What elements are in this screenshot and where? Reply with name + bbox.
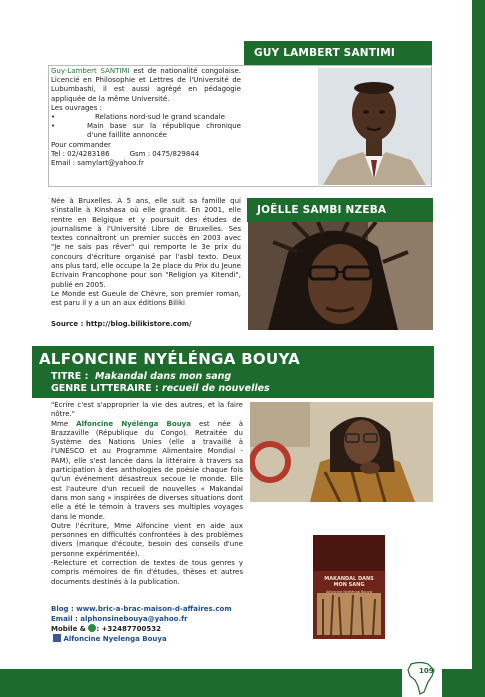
author-name: Guy-Lambert SANTIMI (51, 67, 130, 75)
blog-link[interactable]: Blog : www.bric-a-brac-maison-d-affaires.com (51, 605, 232, 613)
page-number: 109 (419, 667, 434, 675)
author-bio-sambi: Née à Bruxelles. A 5 ans, elle suit sa famille qui s'installe à Kinshasa où elle grandit. En 2001, elle rentre en Belgique et y poursuit des études de journalisme à l'Université Libre de Bruxelles. Ses textes connaîtront un premier succès en 2003 avec "Je ne sais pas rêver" qui remporte le 3e prix du concours d'écriture organisé par l'asbl texto. Deux ans plus tard, elle occupe la 2e place du Prix du Jeune Ecrivain Francophone pour son "Religion ya Kitendi", publié en 2005. Le Monde est Gueule de Chèvre, son premier roman, est paru il y a un an aux éditions Biliki (51, 197, 241, 308)
portrait-photo-santimi (318, 68, 431, 185)
portrait-photo-bouya (250, 402, 433, 502)
portrait-photo-sambi (248, 222, 433, 330)
author-banner-santimi: GUY LAMBERT SANTIMI (244, 41, 432, 65)
book-title-line: TITRE : Makandal dans mon sang (51, 371, 232, 382)
source-link: Source : http://blog.bilikistore.com/ (51, 320, 192, 328)
facebook-line[interactable]: Alfoncine Nyelenga Bouya (51, 634, 232, 644)
author-bio-santimi: Guy-Lambert SANTIMI est de nationalité congolaise. Licencié en Philosophie et Lettres de l'Université de Lubumbashi, il est aussi agrégé en pédagogie appliquée de la même Université. Les ouvrages : • Relations nord-sud le grand scandale • Main base sur la république chronique d'une faillite annoncée Pour commander Tel : 02/4283186 Gsm : 0475/829844 Email : samylart@yahoo.fr (51, 67, 241, 168)
facebook-icon (53, 634, 61, 642)
author-name: Alfoncine Nyélénga Bouya (76, 419, 191, 428)
email-link[interactable]: Email : alphonsinebouya@yahoo.fr (51, 615, 188, 623)
list-item: • Relations nord-sud le grand scandale (51, 113, 225, 122)
author-header-bouya (32, 346, 434, 398)
book-cover-title: MAKANDAL DANS MON SANG (324, 576, 374, 588)
contact-block (51, 604, 232, 644)
author-banner-sambi: JOËLLE SAMBI NZEBA (247, 198, 433, 222)
genre-line: GENRE LITTERAIRE : recueil de nouvelles (51, 383, 270, 394)
africa-icon (402, 660, 442, 697)
page-edge-bar (472, 0, 485, 697)
mobile-line: Mobile & : +32487700532 (51, 625, 161, 633)
list-item: • Main base sur la république chronique d'une faillite annoncée (51, 122, 241, 140)
author-title: ALFONCINE NYÉLÉNGA BOUYA (39, 350, 301, 368)
book-cover-author: Alfoncine Nyélénga Bouya (326, 590, 372, 594)
author-bio-bouya: "Ecrire c'est s'approprier la vie des autres, et la faire nôtre." Mme Alfoncine Nyélénga Bouya est née à Brazzaville (République du Congo). Retraitée du Système des Nations Unies (elle a travaillé à l'UNESCO et au Programme Alimentaire Mondial - PAM), elle s'est lancée dans la littéraire à travers sa participation à des anthologies de poésie chaque fois qu'un événement désastreux secoue le monde. Elle est l'auteure d'un recueil de nouvelles « Makandal dans mon sang » inspirées de diverses situations dont elle a été le témoin à travers ses multiples voyages dans le monde. Outre l'écriture, Mme Alfoncine vient en aide aux personnes en difficultés confrontées à des problèmes divers (manque d'écoute, besoin des conseils d'une personne expérimentée). -Relecture et correction de textes de tous genres y compris mémoires de fin d'études, thèses et autres documents destinés à la publication. (51, 401, 244, 586)
